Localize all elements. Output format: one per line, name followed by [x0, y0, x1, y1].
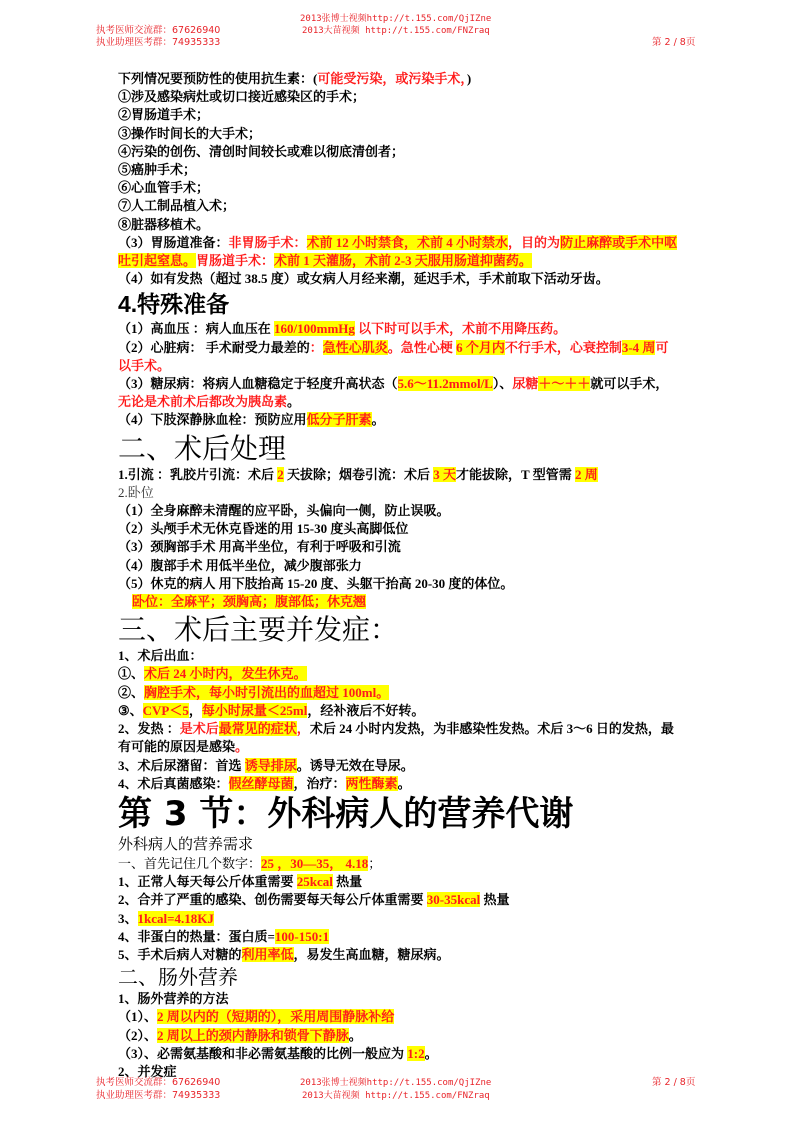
- dvt-line: （4）下肢深静脉血栓：预防应用低分子肝素。: [118, 412, 385, 428]
- antibiotic-item: ⑧脏器移植术。: [118, 216, 210, 232]
- position-item: （4）腹部手术 用低半坐位，减少腹部张力: [118, 557, 362, 573]
- antibiotic-item: ②胃肠道手术；: [118, 107, 210, 123]
- antibiotic-item: ⑦人工制品植入术；: [118, 198, 236, 214]
- antibiotic-intro: 下列情况要预防性的使用抗生素：(可能受污染，或污染手术，): [118, 71, 472, 86]
- bleeding-item: ①、术后 24 小时内，发生休克。: [118, 666, 307, 682]
- footer-group-1: 执考医师交流群：67626940: [96, 1077, 221, 1088]
- footer-page-number: 第 2 / 8页: [652, 1077, 696, 1088]
- fever-line: 2、发热 ：是术后最常见的症状，术后 24 小时内发热，为非感染性发热。术后 3～6 日的发热，最有可能的原因是感染。: [118, 721, 674, 755]
- nutrition-item: 2、合并了严重的感染、创伤需要每天每公斤体重需要 30-35kcal 热量: [118, 892, 510, 908]
- fever-note: （4）如有发热（超过 38.5 度）或女病人月经来潮，延迟手术，手术前取下活动牙齿。: [118, 271, 609, 287]
- footer-video-link-2[interactable]: 2013大苗视频 http://t.155.com/FNZraq: [302, 1091, 490, 1101]
- section3-subtitle: 外科病人的营养需求: [118, 836, 254, 853]
- parenteral-method-item: （1）、2 周以内的（短期的），采用周围静脉补给: [118, 1009, 395, 1025]
- parenteral-method-item: （3）、必需氨基酸和非必需氨基酸的比例一般应为 1:2。: [118, 1045, 438, 1061]
- position-item: （1）全身麻醉未清醒的应平卧，头偏向一侧，防止误吸。: [118, 503, 450, 519]
- postop-title: 二、术后处理: [118, 431, 287, 465]
- gi-preparation: （3）胃肠道准备：非胃肠手术：术前 12 小时禁食，术前 4 小时禁水，目的为防止麻醉或手术中呕吐引起窒息。胃肠道手术：术前 1 天灌肠，术前 2-3 天服用肠道抑菌药。: [118, 234, 678, 269]
- complications-title: 三、术后主要并发症：: [118, 613, 399, 647]
- urinary-retention-line: 3、术后尿潴留：首选 诱导排尿。诱导无效在导尿。: [118, 757, 414, 773]
- header-video-link-1[interactable]: 2013张博士视频http://t.155.com/QjIZne: [300, 14, 492, 24]
- header-group-1: 执考医师交流群：67626940: [96, 25, 221, 36]
- nutrition-item: 4、非蛋白的热量：蛋白质=100-150:1: [118, 928, 330, 944]
- nutrition-item: 5、手术后病人对糖的利用率低，易发生高血糖，糖尿病。: [118, 946, 450, 962]
- bleeding-item: ③、CVP＜5，每小时尿量＜25ml，经补液后不好转。: [118, 702, 425, 718]
- antibiotic-item: ①涉及感染病灶或切口接近感染区的手术；: [118, 89, 366, 105]
- antibiotic-item: ④污染的创伤、清创时间较长或难以彻底清创者；: [118, 143, 405, 159]
- bleeding-title: 1、术后出血：: [118, 648, 203, 664]
- hypertension-line: （1）高血压 ：病人血压在 160/100mmHg 以下时可以手术，术前不用降压药。: [118, 321, 567, 337]
- special-prep-title: 4.特殊准备: [118, 291, 230, 318]
- nutrition-item: 1、正常人每天每公斤体重需要 25kcal 热量: [118, 874, 363, 890]
- heart-disease-line: （2）心脏病： 手术耐受力最差的：急性心肌炎。急性心梗 6 个月内不行手术，心衰控制3-4 周可以手术。: [118, 339, 669, 373]
- section3-title: 第 3 节：外科病人的营养代谢: [118, 793, 574, 834]
- numbers-line: 一、首先记住几个数字：25 ，30—35， 4.18；: [118, 855, 382, 871]
- header-page-number: 第 2 / 8页: [652, 37, 696, 48]
- position-item: （3）颈胸部手术 用高半坐位，有利于呼吸和引流: [118, 539, 401, 555]
- parenteral-method-item: （2）、2 周以上的颈内静脉和锁骨下静脉。: [118, 1027, 362, 1043]
- position-summary: 卧位：全麻平；颈胸高；腹部低；休克翘: [132, 594, 367, 610]
- document-body: [118, 70, 678, 1081]
- parenteral-title: 二、肠外营养: [118, 965, 238, 990]
- fungal-infection-line: 4、术后真菌感染：假丝酵母菌，治疗：两性酶素。: [118, 775, 411, 791]
- parenteral-method-title: 1、肠外营养的方法: [118, 991, 229, 1007]
- antibiotic-item: ③操作时间长的大手术；: [118, 125, 262, 141]
- bleeding-item: ②、胸腔手术，每小时引流出的血超过 100ml。: [118, 684, 390, 700]
- footer-group-2: 执业助理医考群：74935333: [96, 1090, 221, 1101]
- header-video-link-2[interactable]: 2013大苗视频 http://t.155.com/FNZraq: [302, 26, 490, 36]
- antibiotic-item: ⑥心血管手术；: [118, 180, 210, 196]
- nutrition-item: 3、1kcal=4.18KJ: [118, 910, 214, 926]
- antibiotic-item: ⑤癌肿手术；: [118, 162, 197, 178]
- position-item: （5）休克的病人 用下肢抬高 15-20 度、头躯干抬高 20-30 度的体位。: [118, 575, 514, 591]
- position-title: 2.卧位: [118, 484, 154, 500]
- footer-video-link-1[interactable]: 2013张博士视频http://t.155.com/QjIZne: [300, 1078, 492, 1088]
- drainage-line: 1.引流 ：乳胶片引流：术后 2 天拔除；烟卷引流：术后 3 天才能拔除，T 型管需 2 周: [118, 466, 598, 482]
- position-item: （2）头颅手术无休克昏迷的用 15-30 度头高脚低位: [118, 521, 409, 537]
- diabetes-line: （3）糖尿病：将病人血糖稳定于轻度升高状态（5.6～11.2mmol/L）、尿糖＋～＋＋就可以手术，无论是术前术后都改为胰岛素。: [118, 376, 669, 410]
- parenteral-complication-title: 2、并发症: [118, 1063, 177, 1079]
- header-group-2: 执业助理医考群：74935333: [96, 37, 221, 48]
